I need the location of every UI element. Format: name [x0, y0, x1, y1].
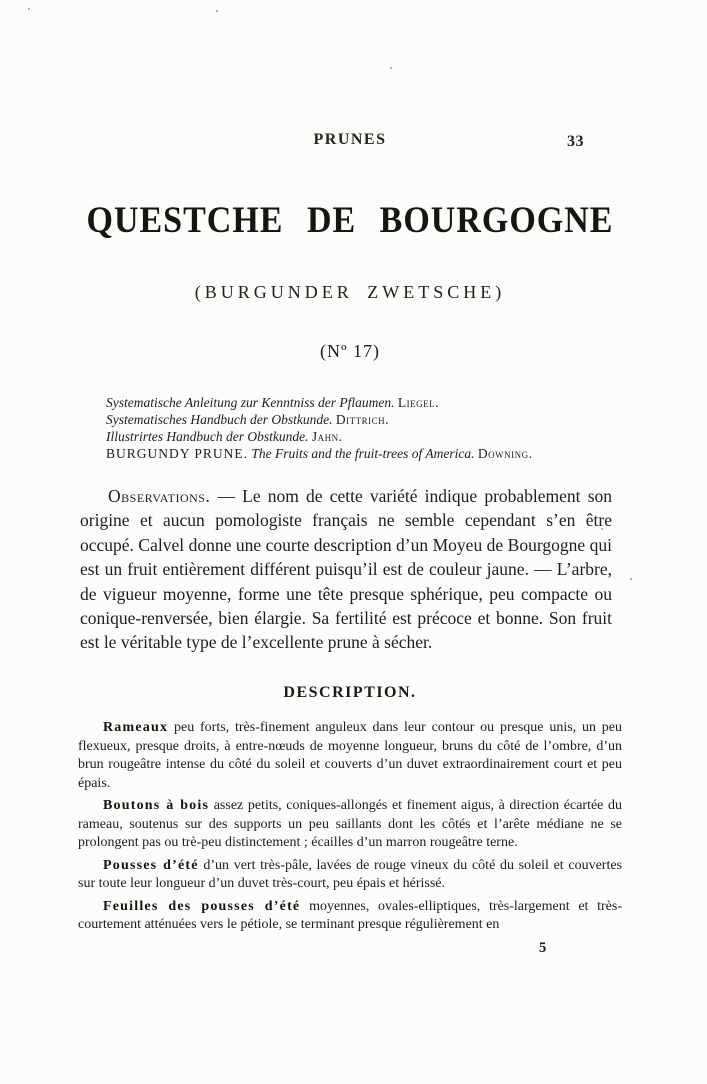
description-section — [78, 719, 622, 939]
paragraph-lead: Feuilles des pousses d’été — [103, 898, 301, 914]
page-content — [78, 0, 622, 1084]
paragraph-text: assez petits, coniques-allongés et finement aigus, à direction écartée du rameau, soutenus sur des supports un peu saillants dont les côtés et l’arête médiane ne se prolongent pas ou trè-peu distinctement ; écailles d’un marron rougeâtre terne. — [78, 798, 622, 850]
work-title: The Fruits and the fruit-trees of America. — [251, 446, 475, 461]
author-name: Jahn. — [311, 429, 343, 444]
bibliography-entry — [106, 394, 606, 411]
description-heading: DESCRIPTION. — [283, 684, 417, 701]
variety-number: (Nº 17) — [319, 341, 381, 361]
author-name: Downing. — [477, 446, 533, 461]
page-number: 33 — [567, 133, 584, 150]
paragraph-rameaux — [78, 719, 622, 793]
running-header-title: PRUNES — [313, 131, 387, 148]
observations-paragraph — [80, 484, 612, 655]
running-head — [78, 131, 622, 149]
author-name: Dittrich. — [335, 412, 389, 427]
paragraph-text: d’un vert très-pâle, lavées de rouge vineux du côté du soleil et couvertes sur toute leur longueur d’un duvet très-court, peu épais et hérissé. — [78, 857, 623, 891]
author-name: Liegel. — [397, 395, 439, 410]
paragraph-pousses-d-ete — [78, 857, 622, 894]
bibliography-list — [106, 394, 606, 462]
scan-speck — [630, 578, 632, 580]
paragraph-text: peu forts, très-finement anguleux dans leur contour ou presque unis, un peu flexueux, presque droits, à entre-nœuds de moyenne longueur, bruns du côté de l’ombre, d’un brun rougeâtre intense du côté du soleil et couverts d’un duvet extraordinairement court et peu épais. — [78, 720, 622, 791]
paragraph-lead: Boutons à bois — [103, 798, 210, 813]
bibliography-entry — [106, 428, 606, 445]
observations-lead: Observations. — [108, 486, 211, 506]
english-variety-name: BURGUNDY PRUNE. — [106, 446, 249, 461]
work-title: Systematisches Handbuch der Obstkunde. — [106, 412, 333, 427]
signature-mark: 5 — [539, 940, 547, 956]
bibliography-entry — [106, 411, 606, 428]
paragraph-feuilles — [78, 898, 622, 935]
bibliography-entry — [106, 445, 606, 462]
variety-subtitle-german: (BURGUNDER ZWETSCHE) — [194, 282, 506, 302]
scan-speck — [28, 8, 30, 10]
paragraph-text: moyennes, ovales-elliptiques, très-largement et très-courtement atténuées vers le pétiole, se terminant presque régulièrement en — [78, 898, 623, 932]
paragraph-lead: Rameaux — [103, 720, 169, 735]
paragraph-boutons-a-bois — [78, 797, 622, 853]
observations-text: — Le nom de cette variété indique probablement son origine et aucun pomologiste français ne semble cependant s’en être occupé. Calvel donne une courte description d’un Moyeu de Bourgogne qui est un fruit entièrement différent puisqu’il est de couleur jaune. — L’arbre, de vigueur moyenne, forme une tête presque sphérique, peu compacte ou conique-renversée, bien élargie. Sa fertilité est précoce et bonne. Son fruit est le véritable type de l’excellente prune à sécher. — [80, 486, 612, 653]
paragraph-lead: Pousses d’été — [103, 857, 199, 873]
work-title: Systematische Anleitung zur Kenntniss der Pflaumen. — [106, 395, 395, 410]
work-title: Illustrirtes Handbuch der Obstkunde. — [106, 429, 309, 444]
variety-title: QUESTCHE DE BOURGOGNE — [86, 200, 614, 241]
